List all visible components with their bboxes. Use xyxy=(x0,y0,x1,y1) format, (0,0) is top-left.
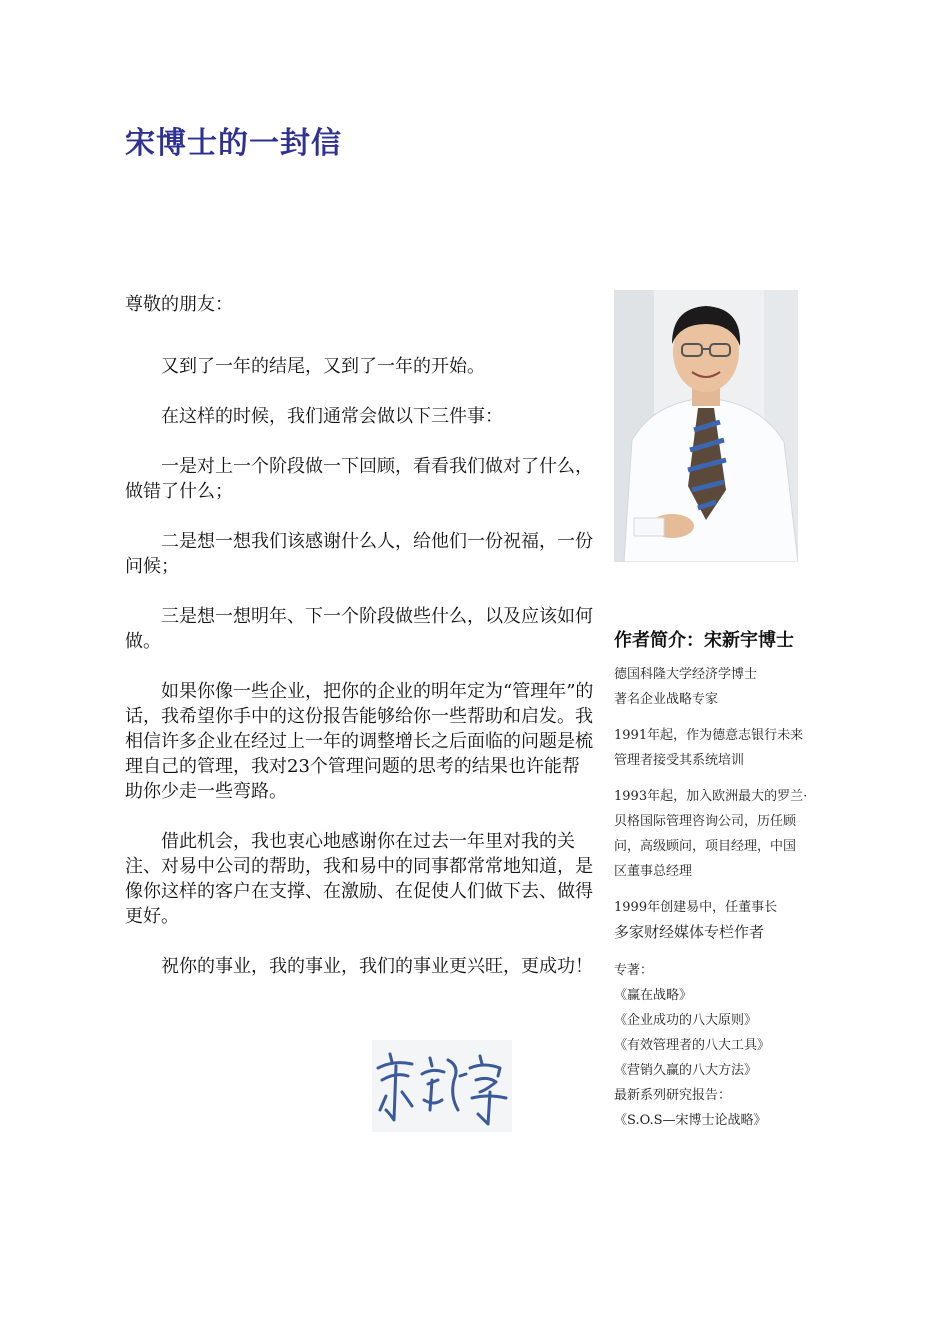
bio-books xyxy=(614,958,770,1133)
letter-paragraph: 如果你像一些企业，把你的企业的明年定为“管理年”的话，我希望你手中的这份报告能够给你一些帮助和启发。我相信许多企业在经过上一年的调整增长之后面临的问题是梳理自己的管理，我对23个管理问题的思考的结果也许能帮助你少走一些弯路。 xyxy=(125,681,594,802)
bio-line: 问，高级顾问，项目经理，中国 xyxy=(614,839,797,854)
book-title: 《赢在战略》 xyxy=(614,988,693,1003)
reports-label: 最新系列研究报告： xyxy=(614,1088,732,1103)
bio-line: 1999年创建易中，任董事长 xyxy=(614,900,778,915)
book-title: 《有效管理者的八大工具》 xyxy=(614,1038,771,1053)
bio-line: 著名企业战略专家 xyxy=(614,692,719,707)
bio-line: 1991年起，作为德意志银行未来 xyxy=(614,728,804,743)
letter-paragraph: 又到了一年的结尾，又到了一年的开始。 xyxy=(161,356,485,377)
bio-line: 管理者接受其系统培训 xyxy=(614,753,745,768)
letter-paragraph: 在这样的时候，我们通常会做以下三件事： xyxy=(161,406,503,427)
letter-paragraph: 二是想一想我们该感谢什么人，给他们一份祝福，一份问候； xyxy=(125,531,593,577)
letter-paragraph: 借此机会，我也衷心地感谢你在过去一年里对我的关注、对易中公司的帮助，我和易中的同事都常常地知道，是像你这样的客户在支撑、在激励、在促使人们做下去、做得更好。 xyxy=(125,831,593,927)
books-label: 专著： xyxy=(614,963,654,978)
letter-body xyxy=(125,292,595,1004)
bio-line: 多家财经媒体专栏作者 xyxy=(614,923,765,941)
page-title: 宋博士的一封信 xyxy=(125,126,342,161)
signature-image xyxy=(372,1040,512,1132)
bio-line: 区董事总经理 xyxy=(614,864,693,879)
letter-paragraph: 一是对上一个阶段做一下回顾，看看我们做对了什么，做错了什么； xyxy=(125,456,593,502)
book-title: 《营销久赢的八大方法》 xyxy=(614,1063,758,1078)
bio-heading: 作者简介：宋新宇博士 xyxy=(614,630,794,651)
letter-greeting: 尊敬的朋友： xyxy=(125,294,233,315)
letter-paragraph: 祝你的事业，我的事业，我们的事业更兴旺，更成功！ xyxy=(161,956,593,977)
author-portrait-image xyxy=(614,290,798,562)
signature xyxy=(372,1040,512,1132)
book-title: 《企业成功的八大原则》 xyxy=(614,1013,758,1028)
bio-details xyxy=(614,662,844,956)
bio-line: 1993年起，加入欧洲最大的罗兰· xyxy=(614,789,808,804)
author-photo xyxy=(614,290,798,562)
letter-paragraph: 三是想一想明年、下一个阶段做些什么，以及应该如何做。 xyxy=(125,606,593,652)
bio-line: 贝格国际管理咨询公司，历任顾 xyxy=(614,814,797,829)
report-title: 《S.O.S—宋博士论战略》 xyxy=(614,1113,767,1128)
bio-line: 德国科隆大学经济学博士 xyxy=(614,667,758,682)
